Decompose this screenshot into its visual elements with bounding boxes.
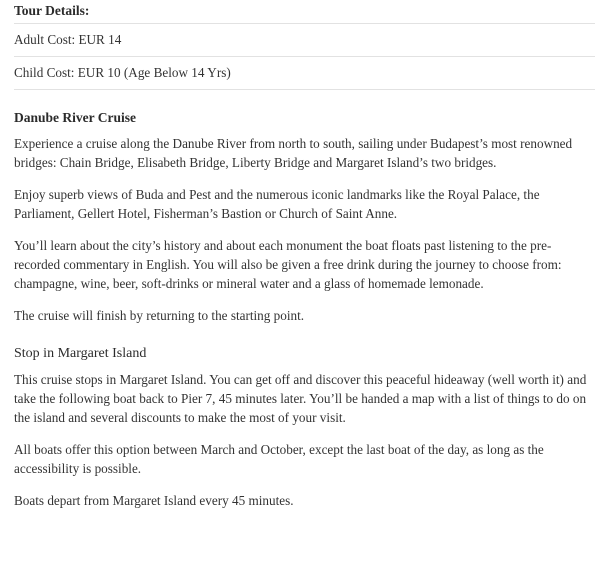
spacer — [14, 427, 595, 440]
spacer — [14, 478, 595, 491]
adult-cost-line: Adult Cost: EUR 14 — [14, 32, 122, 47]
child-cost-line: Child Cost: EUR 10 (Age Below 14 Yrs) — [14, 65, 231, 80]
margaret-island-stop-heading: Stop in Margaret Island — [14, 346, 147, 361]
cruise-paragraph-1: Experience a cruise along the Danube River from north to south, sailing under Budapest’s most renowned bridges: Chain Bridge, Elisabeth Bridge, Liberty Bridge and Margaret Island’s two bridges. — [14, 136, 573, 170]
tour-details-title: Tour Details: — [14, 3, 90, 18]
spacer — [14, 126, 595, 134]
cruise-paragraph-2: Enjoy superb views of Buda and Pest and the numerous iconic landmarks like the Royal Palace, the Parliament, Gellert Hotel, Fisherman’s Bastion or Church of Saint Anne. — [14, 187, 540, 221]
cruise-paragraph-4: The cruise will finish by returning to the starting point. — [14, 308, 305, 323]
spacer — [14, 325, 595, 345]
stop-paragraph-3: Boats depart from Margaret Island every 45 minutes. — [14, 493, 294, 508]
spacer — [14, 223, 595, 236]
spacer — [14, 172, 595, 185]
spacer — [14, 90, 595, 110]
spacer — [14, 362, 595, 370]
cruise-paragraph-3: You’ll learn about the city’s history and about each monument the boat floats past listening to the pre-recorded commentary in English. You will also be given a free drink during the journey to choose from: champagne, wine, beer, soft-drinks or mineral water and a glass of homemade lemonade. — [14, 238, 562, 291]
stop-paragraph-1: This cruise stops in Margaret Island. You can get off and discover this peaceful hideaway (well worth it) and take the following boat back to Pier 7, 45 minutes later. You’ll be handed a map with a list of things to do on the island and several discounts to make the most of your visit. — [14, 372, 587, 425]
spacer — [14, 293, 595, 306]
danube-river-cruise-heading: Danube River Cruise — [14, 110, 137, 125]
stop-paragraph-2: All boats offer this option between March and October, except the last boat of the day, as long as the accessibility is possible. — [14, 442, 544, 476]
